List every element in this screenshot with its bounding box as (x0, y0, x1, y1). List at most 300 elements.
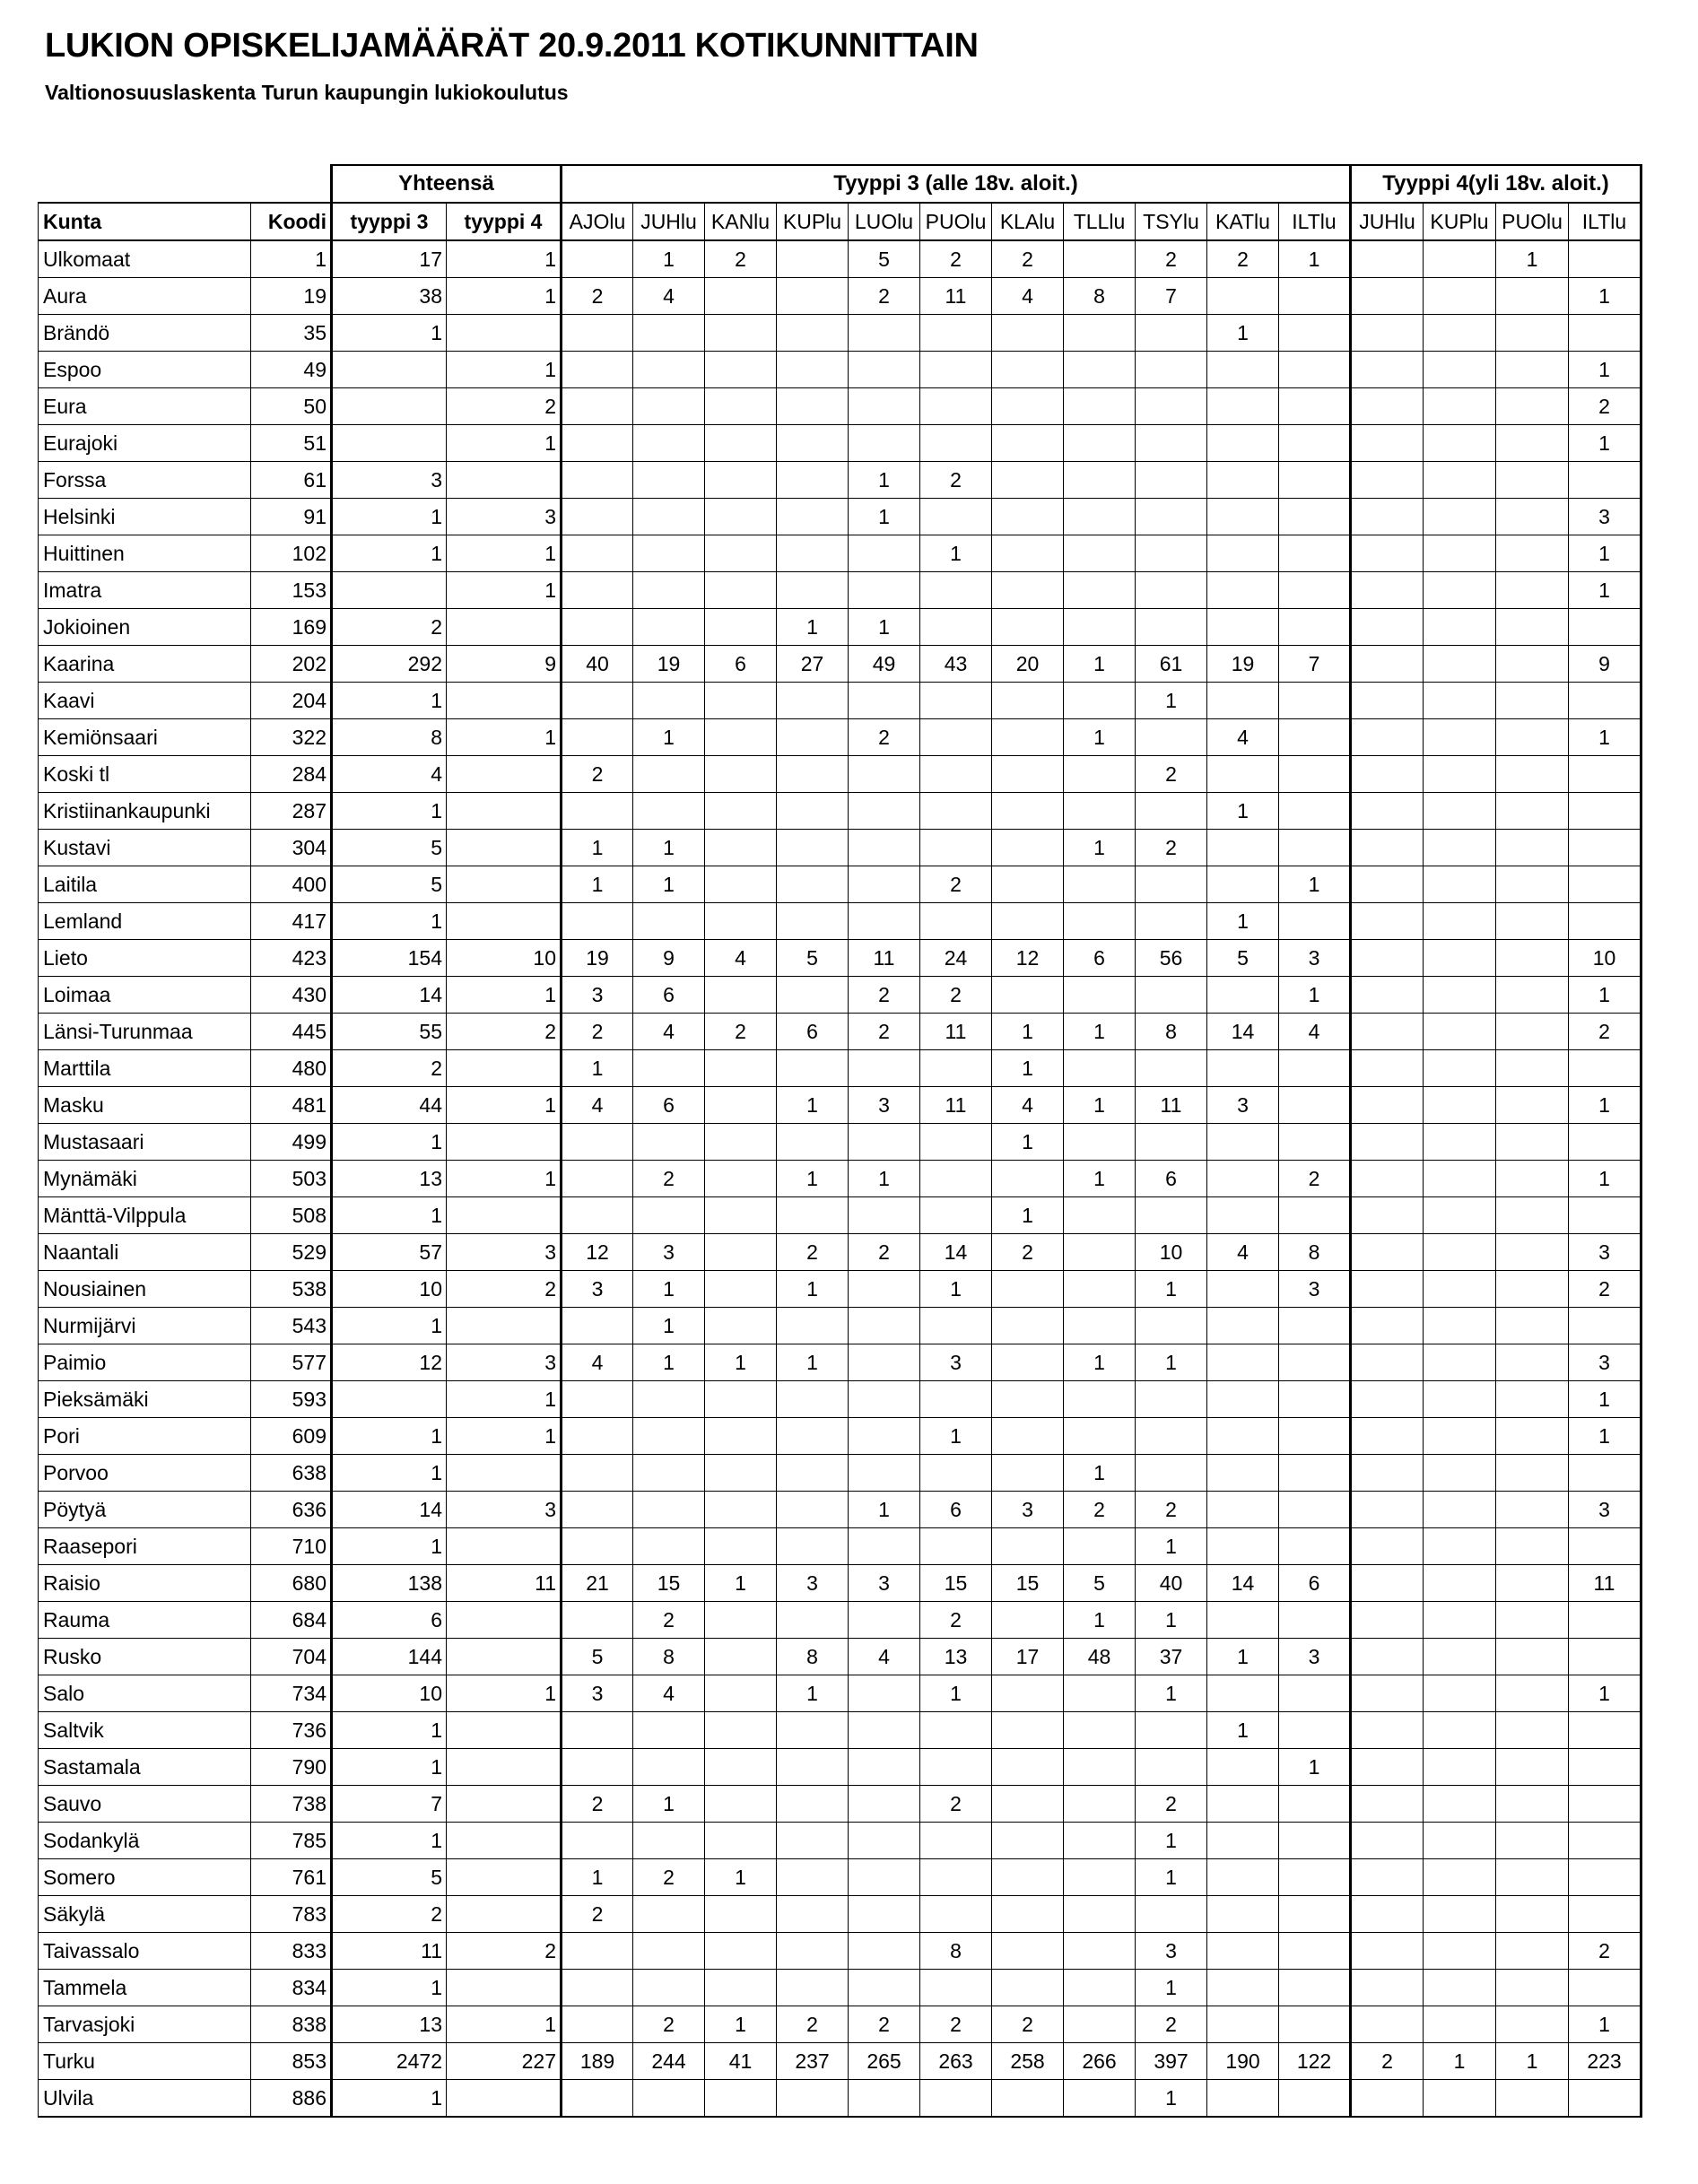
value-cell: 1 (777, 1271, 849, 1308)
value-cell (1351, 940, 1424, 977)
value-cell (1351, 1933, 1424, 1970)
value-cell: 1 (332, 903, 447, 940)
value-cell: 1 (447, 1675, 562, 1712)
value-cell (1279, 388, 1351, 425)
value-cell: 3 (447, 1234, 562, 1271)
value-cell (1569, 240, 1641, 278)
value-cell (777, 1308, 849, 1344)
column-header-row (39, 203, 1641, 240)
value-cell (920, 2080, 992, 2118)
value-cell: 1 (447, 719, 562, 756)
value-cell (705, 830, 777, 866)
value-cell: 1 (1279, 977, 1351, 1014)
value-cell (992, 2080, 1064, 2118)
value-cell (849, 1271, 920, 1308)
value-cell (1351, 1565, 1424, 1602)
value-cell: 1 (1569, 2006, 1641, 2043)
value-cell (1496, 388, 1569, 425)
value-cell (1279, 1970, 1351, 2006)
value-cell (992, 756, 1064, 793)
value-cell (1279, 1712, 1351, 1749)
value-cell (1136, 315, 1207, 352)
value-cell: 1 (1569, 535, 1641, 572)
kunta-cell: Pori (39, 1418, 251, 1455)
value-cell (992, 315, 1064, 352)
column-header-tyyppi-4-3: tyyppi 4 (447, 203, 562, 240)
value-cell (1351, 2006, 1424, 2043)
value-cell (1424, 1197, 1496, 1234)
value-cell (992, 903, 1064, 940)
value-cell: 5 (332, 866, 447, 903)
value-cell: 1 (447, 1381, 562, 1418)
value-cell (705, 1970, 777, 2006)
value-cell (1496, 315, 1569, 352)
table-row (39, 1970, 1641, 2006)
value-cell (992, 572, 1064, 609)
kunta-cell: Ulkomaat (39, 240, 251, 278)
kunta-cell: Jokioinen (39, 609, 251, 646)
value-cell: 1 (633, 719, 705, 756)
value-cell (1279, 683, 1351, 719)
table-row (39, 462, 1641, 499)
value-cell: 1 (1136, 1675, 1207, 1712)
koodi-cell: 287 (251, 793, 332, 830)
value-cell (849, 1197, 920, 1234)
value-cell (1064, 1823, 1136, 1859)
value-cell: 40 (1136, 1565, 1207, 1602)
value-cell (920, 1381, 992, 1418)
value-cell (1496, 756, 1569, 793)
value-cell (1351, 1712, 1424, 1749)
value-cell (1424, 866, 1496, 903)
value-cell (1064, 1859, 1136, 1896)
value-cell: 1 (1496, 2043, 1569, 2080)
value-cell (1424, 1087, 1496, 1124)
value-cell: 2 (1136, 756, 1207, 793)
value-cell (1064, 1381, 1136, 1418)
value-cell: 15 (992, 1565, 1064, 1602)
value-cell (1279, 1124, 1351, 1161)
value-cell: 1 (920, 535, 992, 572)
value-cell (920, 572, 992, 609)
koodi-cell: 593 (251, 1381, 332, 1418)
value-cell (920, 719, 992, 756)
value-cell: 2 (447, 388, 562, 425)
value-cell (992, 1896, 1064, 1933)
value-cell: 3 (562, 1271, 633, 1308)
value-cell (1207, 535, 1279, 572)
value-cell: 1 (992, 1124, 1064, 1161)
value-cell (1279, 903, 1351, 940)
value-cell: 41 (705, 2043, 777, 2080)
value-cell: 1 (849, 1492, 920, 1528)
value-cell (920, 388, 992, 425)
table-row (39, 2043, 1641, 2080)
value-cell (1279, 499, 1351, 535)
value-cell (1496, 1161, 1569, 1197)
value-cell: 3 (849, 1565, 920, 1602)
value-cell (777, 1197, 849, 1234)
kunta-cell: Sastamala (39, 1749, 251, 1786)
value-cell: 1 (1207, 1712, 1279, 1749)
value-cell (562, 240, 633, 278)
value-cell (562, 425, 633, 462)
value-cell (1279, 1786, 1351, 1823)
value-cell: 292 (332, 646, 447, 683)
koodi-cell: 577 (251, 1344, 332, 1381)
value-cell: 2 (447, 1014, 562, 1050)
value-cell: 3 (1279, 1271, 1351, 1308)
value-cell: 10 (1136, 1234, 1207, 1271)
value-cell (1136, 388, 1207, 425)
value-cell (1279, 2006, 1351, 2043)
value-cell (562, 793, 633, 830)
value-cell (633, 1050, 705, 1087)
value-cell (705, 278, 777, 315)
value-cell (1496, 1675, 1569, 1712)
value-cell (562, 1970, 633, 2006)
value-cell (1136, 719, 1207, 756)
value-cell (1279, 1933, 1351, 1970)
value-cell (1424, 1712, 1496, 1749)
value-cell: 7 (1136, 278, 1207, 315)
value-cell: 2 (562, 1786, 633, 1823)
value-cell (1279, 1896, 1351, 1933)
value-cell: 4 (633, 1014, 705, 1050)
value-cell (1207, 1124, 1279, 1161)
value-cell: 1 (1064, 719, 1136, 756)
value-cell (992, 352, 1064, 388)
value-cell (1424, 462, 1496, 499)
table-row (39, 793, 1641, 830)
kunta-cell: Turku (39, 2043, 251, 2080)
koodi-cell: 322 (251, 719, 332, 756)
value-cell: 263 (920, 2043, 992, 2080)
value-cell (1424, 1933, 1496, 1970)
value-cell: 1 (633, 240, 705, 278)
value-cell (1207, 278, 1279, 315)
value-cell: 7 (1279, 646, 1351, 683)
value-cell: 1 (777, 1344, 849, 1381)
value-cell (447, 1528, 562, 1565)
value-cell (992, 1308, 1064, 1344)
value-cell (1496, 1896, 1569, 1933)
value-cell (920, 499, 992, 535)
value-cell (1424, 572, 1496, 609)
value-cell: 1 (1136, 1528, 1207, 1565)
value-cell (1351, 1970, 1424, 2006)
value-cell (1496, 1344, 1569, 1381)
value-cell: 3 (332, 462, 447, 499)
group-header-yhteensa: Yhteensä (332, 165, 562, 203)
value-cell: 17 (332, 240, 447, 278)
value-cell (562, 1418, 633, 1455)
koodi-cell: 102 (251, 535, 332, 572)
value-cell (1207, 1823, 1279, 1859)
value-cell (705, 535, 777, 572)
value-cell (447, 315, 562, 352)
value-cell: 1 (1207, 793, 1279, 830)
value-cell (1496, 1124, 1569, 1161)
value-cell: 7 (332, 1786, 447, 1823)
value-cell (1351, 977, 1424, 1014)
value-cell (1351, 793, 1424, 830)
value-cell: 2 (447, 1271, 562, 1308)
koodi-cell: 503 (251, 1161, 332, 1197)
value-cell (849, 793, 920, 830)
value-cell (1064, 315, 1136, 352)
value-cell: 12 (332, 1344, 447, 1381)
value-cell (1279, 1492, 1351, 1528)
value-cell (920, 830, 992, 866)
value-cell (1496, 1602, 1569, 1639)
value-cell: 13 (332, 2006, 447, 2043)
value-cell: 1 (633, 1786, 705, 1823)
value-cell (1496, 793, 1569, 830)
value-cell (1064, 609, 1136, 646)
value-cell: 1 (447, 977, 562, 1014)
value-cell (447, 2080, 562, 2118)
value-cell (1424, 940, 1496, 977)
value-cell (1351, 2080, 1424, 2118)
value-cell (1424, 1381, 1496, 1418)
value-cell: 3 (447, 1344, 562, 1381)
value-cell (1064, 1271, 1136, 1308)
table-row (39, 719, 1641, 756)
value-cell (1064, 1933, 1136, 1970)
value-cell (849, 315, 920, 352)
value-cell: 15 (633, 1565, 705, 1602)
value-cell (1279, 1675, 1351, 1712)
value-cell (1351, 425, 1424, 462)
value-cell: 1 (332, 1970, 447, 2006)
value-cell: 1 (705, 1344, 777, 1381)
value-cell (1351, 388, 1424, 425)
value-cell (705, 572, 777, 609)
value-cell (1496, 572, 1569, 609)
value-cell (849, 830, 920, 866)
value-cell: 4 (562, 1087, 633, 1124)
value-cell (992, 683, 1064, 719)
kunta-cell: Forssa (39, 462, 251, 499)
value-cell (1136, 1712, 1207, 1749)
value-cell: 6 (920, 1492, 992, 1528)
value-cell: 8 (777, 1639, 849, 1675)
value-cell (633, 315, 705, 352)
koodi-cell: 423 (251, 940, 332, 977)
koodi-cell: 91 (251, 499, 332, 535)
value-cell: 1 (447, 1087, 562, 1124)
value-cell (777, 683, 849, 719)
kunta-cell: Kaavi (39, 683, 251, 719)
koodi-cell: 445 (251, 1014, 332, 1050)
value-cell: 1 (1136, 1823, 1207, 1859)
kunta-cell: Kemiönsaari (39, 719, 251, 756)
value-cell (1279, 315, 1351, 352)
value-cell: 1 (777, 1087, 849, 1124)
value-cell (1424, 903, 1496, 940)
value-cell: 19 (1207, 646, 1279, 683)
value-cell: 258 (992, 2043, 1064, 2080)
value-cell (1351, 1161, 1424, 1197)
value-cell (447, 793, 562, 830)
value-cell (705, 866, 777, 903)
value-cell: 4 (633, 278, 705, 315)
kunta-cell: Koski tl (39, 756, 251, 793)
value-cell (705, 903, 777, 940)
value-cell (1136, 1197, 1207, 1234)
table-row (39, 683, 1641, 719)
value-cell: 1 (332, 1749, 447, 1786)
value-cell (777, 1050, 849, 1087)
value-cell (1496, 1014, 1569, 1050)
value-cell (1064, 1197, 1136, 1234)
value-cell: 1 (332, 499, 447, 535)
koodi-cell: 19 (251, 278, 332, 315)
value-cell (1207, 499, 1279, 535)
column-header-puolu-9: PUOlu (920, 203, 992, 240)
value-cell (447, 683, 562, 719)
value-cell (562, 499, 633, 535)
value-cell: 11 (920, 1087, 992, 1124)
value-cell (633, 1712, 705, 1749)
value-cell (1424, 683, 1496, 719)
value-cell (849, 535, 920, 572)
value-cell (705, 1124, 777, 1161)
value-cell (447, 1823, 562, 1859)
value-cell (562, 2080, 633, 2118)
value-cell: 3 (1207, 1087, 1279, 1124)
value-cell (1279, 352, 1351, 388)
value-cell (1496, 1712, 1569, 1749)
value-cell: 1 (332, 1124, 447, 1161)
value-cell (777, 977, 849, 1014)
value-cell (1496, 535, 1569, 572)
value-cell (1207, 1161, 1279, 1197)
koodi-cell: 204 (251, 683, 332, 719)
value-cell (1279, 462, 1351, 499)
value-cell: 1 (633, 830, 705, 866)
value-cell: 1 (332, 683, 447, 719)
value-cell: 1 (1136, 683, 1207, 719)
value-cell (447, 1859, 562, 1896)
value-cell (1279, 1050, 1351, 1087)
value-cell (705, 1749, 777, 1786)
value-cell (849, 1308, 920, 1344)
value-cell (1064, 1418, 1136, 1455)
table-row (39, 572, 1641, 609)
value-cell (849, 425, 920, 462)
value-cell (1496, 903, 1569, 940)
value-cell (1207, 572, 1279, 609)
value-cell (992, 1528, 1064, 1565)
value-cell (705, 756, 777, 793)
value-cell: 4 (992, 1087, 1064, 1124)
column-header-tlllu-11: TLLlu (1064, 203, 1136, 240)
value-cell (1279, 1859, 1351, 1896)
value-cell (849, 866, 920, 903)
value-cell: 8 (920, 1933, 992, 1970)
value-cell: 1 (447, 2006, 562, 2043)
value-cell: 9 (447, 646, 562, 683)
table-row (39, 1823, 1641, 1859)
value-cell (562, 352, 633, 388)
value-cell (1351, 1455, 1424, 1492)
value-cell (849, 572, 920, 609)
value-cell (633, 535, 705, 572)
value-cell (1351, 1639, 1424, 1675)
kunta-cell: Masku (39, 1087, 251, 1124)
value-cell: 1 (992, 1050, 1064, 1087)
value-cell: 3 (1569, 1234, 1641, 1271)
koodi-cell: 169 (251, 609, 332, 646)
value-cell: 2 (332, 609, 447, 646)
value-cell: 1 (332, 1197, 447, 1234)
value-cell (1207, 1896, 1279, 1933)
value-cell (777, 315, 849, 352)
value-cell (777, 2080, 849, 2118)
value-cell (777, 499, 849, 535)
table-row (39, 609, 1641, 646)
value-cell: 6 (1136, 1161, 1207, 1197)
kunta-cell: Pöytyä (39, 1492, 251, 1528)
kunta-cell: Säkylä (39, 1896, 251, 1933)
value-cell: 43 (920, 646, 992, 683)
table-row (39, 278, 1641, 315)
value-cell (705, 1418, 777, 1455)
value-cell: 1 (1569, 1087, 1641, 1124)
value-cell (992, 1418, 1064, 1455)
value-cell (1424, 388, 1496, 425)
value-cell (777, 1455, 849, 1492)
value-cell (849, 1970, 920, 2006)
kunta-cell: Mynämäki (39, 1161, 251, 1197)
value-cell (1064, 1528, 1136, 1565)
value-cell (447, 1197, 562, 1234)
value-cell (1279, 278, 1351, 315)
value-cell (992, 793, 1064, 830)
value-cell (777, 830, 849, 866)
value-cell: 1 (1064, 1344, 1136, 1381)
value-cell (1207, 1933, 1279, 1970)
value-cell: 4 (849, 1639, 920, 1675)
value-cell: 40 (562, 646, 633, 683)
value-cell (1279, 572, 1351, 609)
value-cell: 1 (633, 1271, 705, 1308)
value-cell: 24 (920, 940, 992, 977)
value-cell: 57 (332, 1234, 447, 1271)
value-cell (1496, 1381, 1569, 1418)
kunta-cell: Marttila (39, 1050, 251, 1087)
value-cell (447, 866, 562, 903)
value-cell: 6 (332, 1602, 447, 1639)
value-cell: 2 (1136, 830, 1207, 866)
koodi-cell: 538 (251, 1271, 332, 1308)
value-cell (1279, 609, 1351, 646)
table-row (39, 1161, 1641, 1197)
value-cell (1064, 462, 1136, 499)
value-cell (562, 1712, 633, 1749)
value-cell: 1 (1569, 977, 1641, 1014)
value-cell: 3 (1279, 940, 1351, 977)
value-cell: 1 (1569, 572, 1641, 609)
value-cell (1351, 1124, 1424, 1161)
value-cell: 44 (332, 1087, 447, 1124)
value-cell (1351, 240, 1424, 278)
value-cell (777, 1712, 849, 1749)
value-cell (1424, 1675, 1496, 1712)
value-cell (1424, 1602, 1496, 1639)
